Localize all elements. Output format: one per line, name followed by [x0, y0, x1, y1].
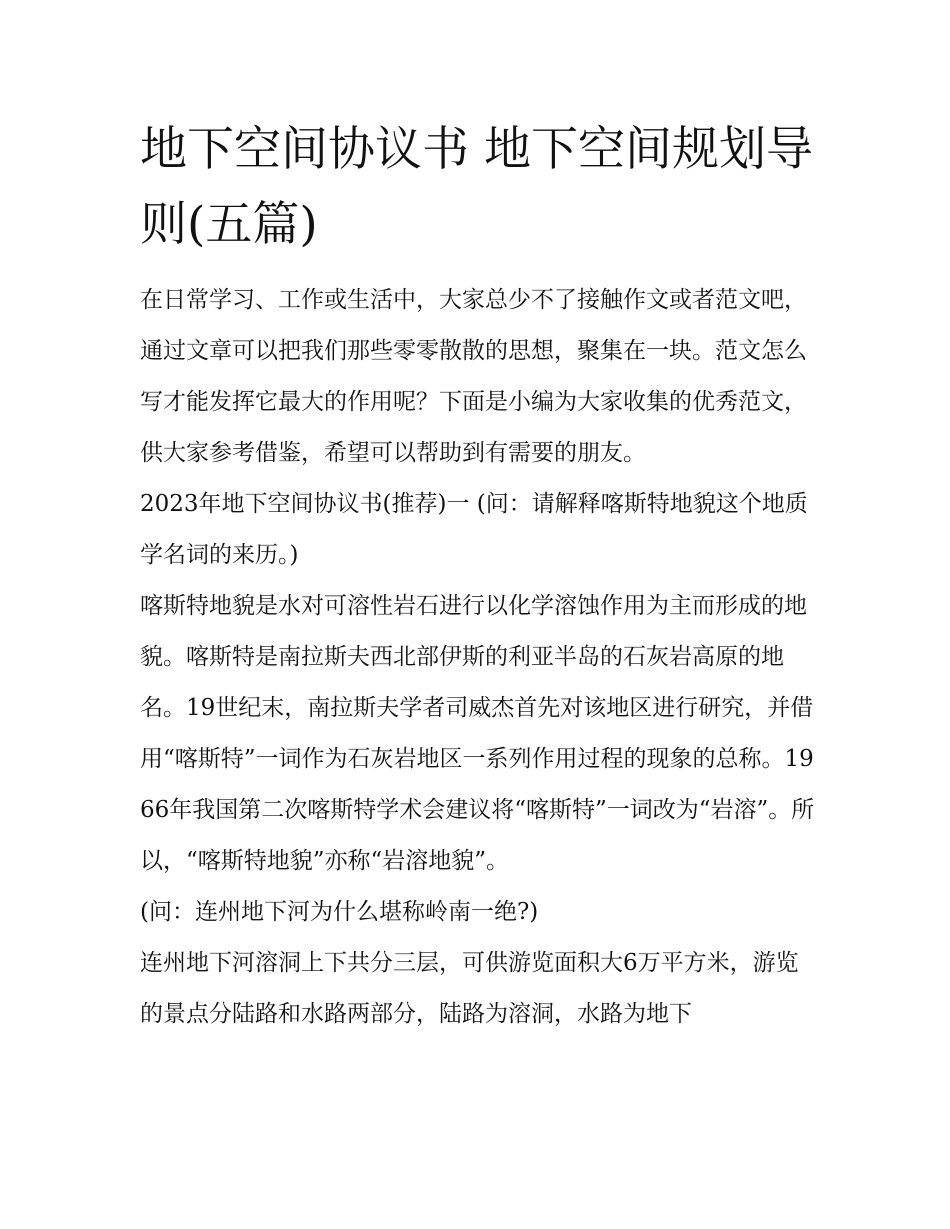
- document-body: [140, 275, 820, 1040]
- karst-paragraph: 喀斯特地貌是水对可溶性岩石进行以化学溶蚀作用为主而形成的地貌。喀斯特是南拉斯夫西北部伊斯的利亚半岛的石灰岩高原的地名。19世纪末，南拉斯夫学者司威杰首先对该地区进行研究，并借用“喀斯特”一词作为石灰岩地区一系列作用过程的现象的总称。1966年我国第二次喀斯特学术会建议将“喀斯特”一词改为“岩溶”。所以，“喀斯特地貌”亦称“岩溶地貌”。: [140, 593, 815, 874]
- intro-paragraph: 在日常学习、工作或生活中，大家总少不了接触作文或者范文吧，通过文章可以把我们那些零零散散的思想，聚集在一块。范文怎么写才能发挥它最大的作用呢？下面是小编为大家收集的优秀范文，供大家参考借鉴，希望可以帮助到有需要的朋友。: [140, 287, 807, 466]
- underground-river-paragraph: 连州地下河溶洞上下共分三层，可供游览面积大6万平方米，游览的景点分陆路和水路两部分，陆路为溶洞，水路为地下: [140, 950, 799, 1027]
- section-heading-paragraph: 2023年地下空间协议书(推荐)一 (问：请解释喀斯特地貌这个地质学名词的来历。): [140, 491, 808, 568]
- question-paragraph: (问：连州地下河为什么堪称岭南一绝?): [140, 899, 539, 925]
- document-title: 地下空间协议书 地下空间规划导则(五篇): [140, 122, 813, 252]
